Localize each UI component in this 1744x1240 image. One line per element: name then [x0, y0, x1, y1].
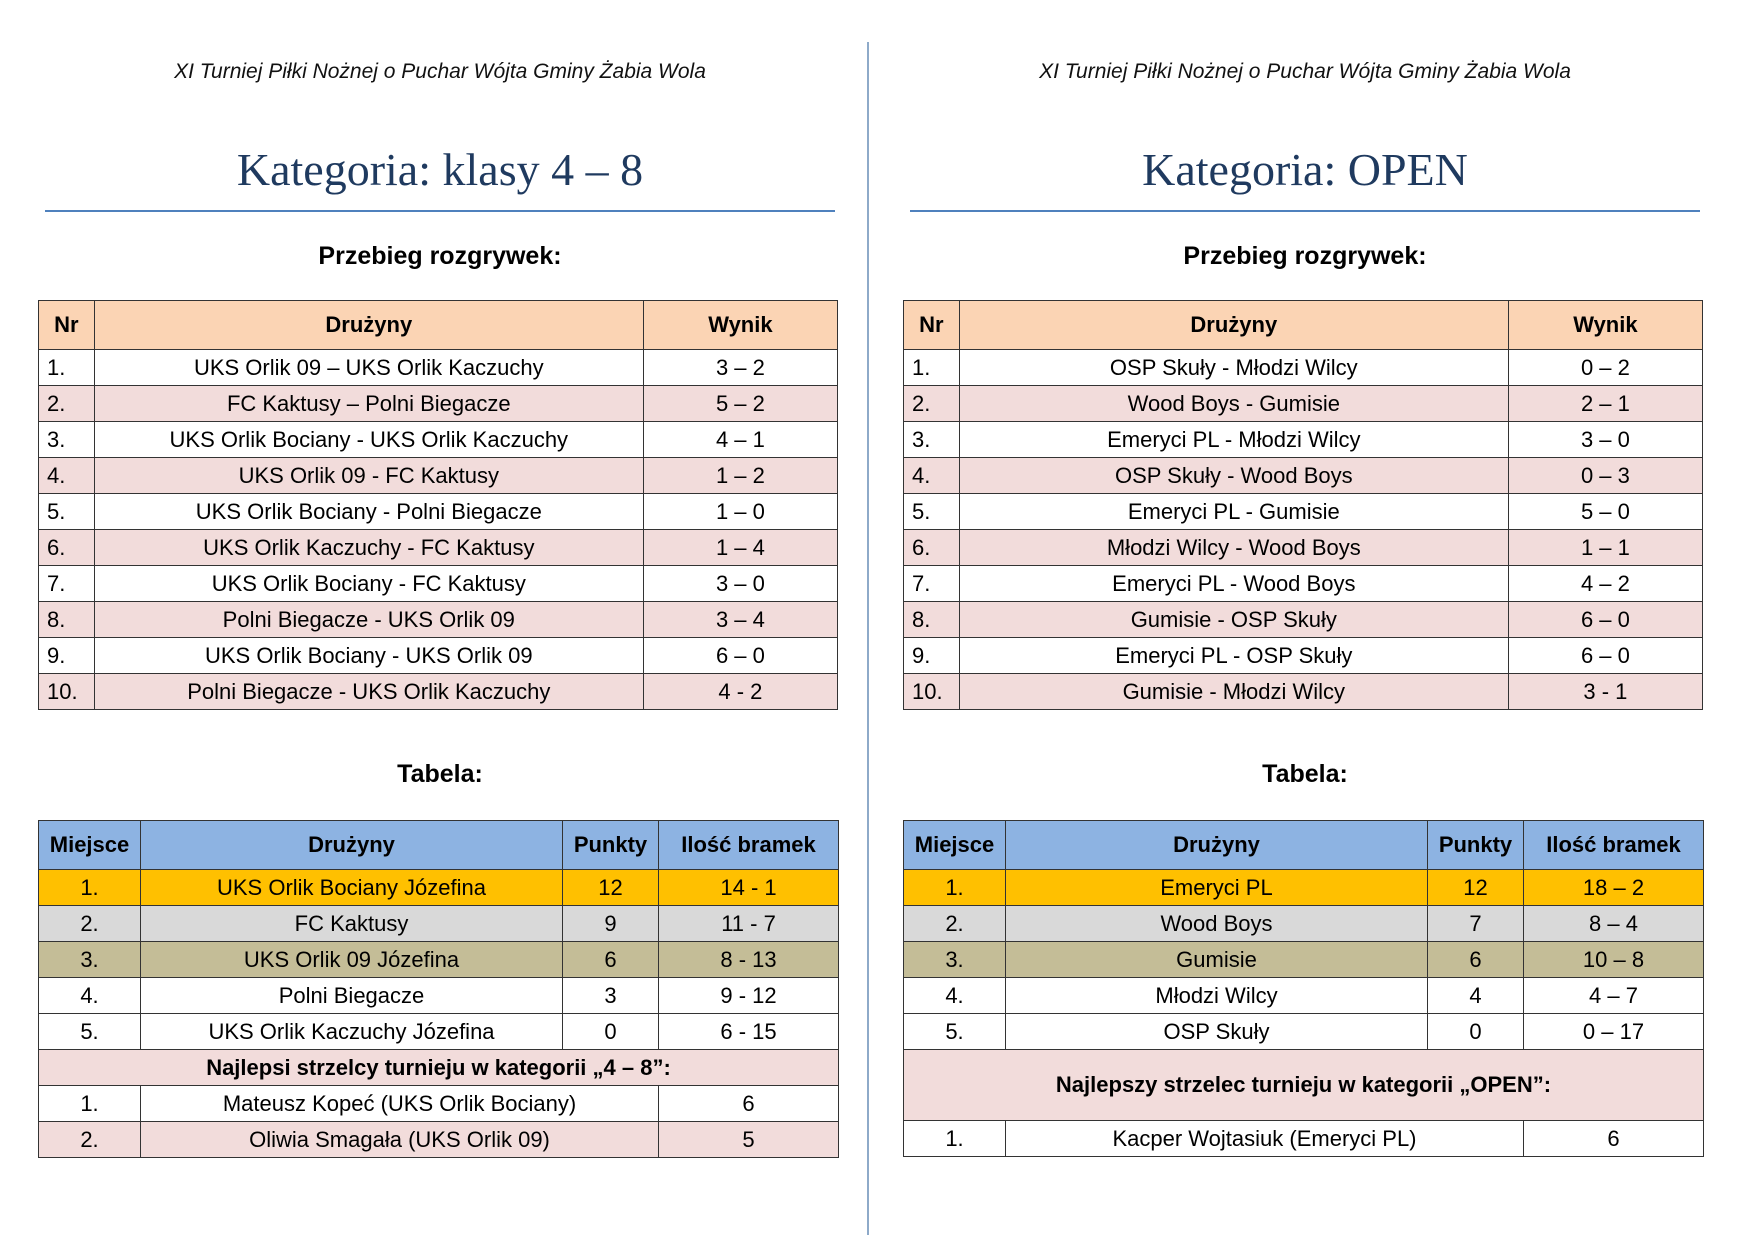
standing-team: Młodzi Wilcy — [1006, 978, 1428, 1014]
game-nr: 4. — [39, 458, 95, 494]
scorers-title-row — [39, 1050, 839, 1086]
standing-team: UKS Orlik Bociany Józefina — [141, 870, 563, 906]
game-nr: 4. — [904, 458, 960, 494]
table-row — [904, 942, 1704, 978]
col-header-place: Miejsce — [39, 821, 141, 870]
game-teams: Emeryci PL - Wood Boys — [959, 566, 1508, 602]
game-score: 3 – 4 — [643, 602, 837, 638]
game-teams: UKS Orlik Bociany - UKS Orlik Kaczuchy — [94, 422, 643, 458]
standing-goals: 4 – 7 — [1524, 978, 1704, 1014]
left-page — [30, 0, 850, 1240]
table-row — [39, 566, 838, 602]
scorer-name: Mateusz Kopeć (UKS Orlik Bociany) — [141, 1086, 659, 1122]
standing-team: UKS Orlik Kaczuchy Józefina — [141, 1014, 563, 1050]
game-nr: 2. — [39, 386, 95, 422]
standing-place: 5. — [904, 1014, 1006, 1050]
col-header-score: Wynik — [643, 301, 837, 350]
table-row — [39, 1122, 839, 1158]
game-teams: OSP Skuły - Młodzi Wilcy — [959, 350, 1508, 386]
right-page — [895, 0, 1715, 1240]
scorer-name: Oliwia Smagała (UKS Orlik 09) — [141, 1122, 659, 1158]
scorers-title: Najlepszy strzelec turnieju w kategorii „OPEN”: — [904, 1050, 1704, 1121]
table-row — [39, 942, 839, 978]
scorer-name: Kacper Wojtasiuk (Emeryci PL) — [1006, 1121, 1524, 1157]
games-table — [903, 300, 1703, 710]
col-header-points: Punkty — [563, 821, 659, 870]
game-nr: 7. — [39, 566, 95, 602]
game-score: 1 – 1 — [1508, 530, 1702, 566]
game-nr: 8. — [904, 602, 960, 638]
table-row — [904, 1014, 1704, 1050]
standing-points: 12 — [1428, 870, 1524, 906]
game-teams: UKS Orlik Bociany - Polni Biegacze — [94, 494, 643, 530]
standing-place: 1. — [39, 870, 141, 906]
table-row — [39, 1014, 839, 1050]
table-row — [39, 870, 839, 906]
game-teams: OSP Skuły - Wood Boys — [959, 458, 1508, 494]
game-score: 1 – 4 — [643, 530, 837, 566]
scorers-title-row — [904, 1050, 1704, 1121]
game-teams: Gumisie - Młodzi Wilcy — [959, 674, 1508, 710]
game-teams: UKS Orlik 09 – UKS Orlik Kaczuchy — [94, 350, 643, 386]
game-score: 3 - 1 — [1508, 674, 1702, 710]
scorer-goals: 6 — [1524, 1121, 1704, 1157]
game-nr: 1. — [39, 350, 95, 386]
standing-place: 5. — [39, 1014, 141, 1050]
table-row — [904, 386, 1703, 422]
scorers-title: Najlepsi strzelcy turnieju w kategorii „4 – 8”: — [39, 1050, 839, 1086]
standing-team: Polni Biegacze — [141, 978, 563, 1014]
games-section-title: Przebieg rozgrywek: — [1183, 242, 1427, 270]
game-teams: Polni Biegacze - UKS Orlik Kaczuchy — [94, 674, 643, 710]
table-row — [39, 530, 838, 566]
category-title: Kategoria: OPEN — [910, 143, 1700, 212]
table-row — [904, 674, 1703, 710]
col-header-team: Drużyny — [1006, 821, 1428, 870]
page-divider — [867, 42, 869, 1235]
standing-points: 0 — [563, 1014, 659, 1050]
col-header-score: Wynik — [1508, 301, 1702, 350]
scorer-place: 2. — [39, 1122, 141, 1158]
standings-table — [38, 820, 839, 1158]
table-row — [39, 978, 839, 1014]
col-header-nr: Nr — [904, 301, 960, 350]
game-nr: 1. — [904, 350, 960, 386]
game-teams: Polni Biegacze - UKS Orlik 09 — [94, 602, 643, 638]
game-nr: 9. — [904, 638, 960, 674]
game-teams: Emeryci PL - Młodzi Wilcy — [959, 422, 1508, 458]
table-row — [904, 602, 1703, 638]
category-title: Kategoria: klasy 4 – 8 — [45, 143, 835, 212]
tournament-header: XI Turniej Piłki Nożnej o Puchar Wójta Gminy Żabia Wola — [1039, 60, 1571, 83]
game-teams: Emeryci PL - Gumisie — [959, 494, 1508, 530]
game-teams: Młodzi Wilcy - Wood Boys — [959, 530, 1508, 566]
table-row — [904, 422, 1703, 458]
standing-goals: 8 - 13 — [659, 942, 839, 978]
games-section-title: Przebieg rozgrywek: — [318, 242, 562, 270]
standing-points: 9 — [563, 906, 659, 942]
game-teams: FC Kaktusy – Polni Biegacze — [94, 386, 643, 422]
standing-team: Emeryci PL — [1006, 870, 1428, 906]
table-row — [904, 870, 1704, 906]
standing-goals: 11 - 7 — [659, 906, 839, 942]
standing-place: 4. — [904, 978, 1006, 1014]
col-header-teams: Drużyny — [94, 301, 643, 350]
table-row — [904, 978, 1704, 1014]
game-score: 4 – 1 — [643, 422, 837, 458]
table-row — [39, 674, 838, 710]
game-score: 6 – 0 — [1508, 602, 1702, 638]
standing-points: 7 — [1428, 906, 1524, 942]
standing-place: 2. — [39, 906, 141, 942]
col-header-goals: Ilość bramek — [659, 821, 839, 870]
game-score: 1 – 2 — [643, 458, 837, 494]
game-score: 6 – 0 — [643, 638, 837, 674]
game-score: 4 – 2 — [1508, 566, 1702, 602]
game-score: 6 – 0 — [1508, 638, 1702, 674]
game-nr: 3. — [39, 422, 95, 458]
game-score: 5 – 2 — [643, 386, 837, 422]
scorer-goals: 5 — [659, 1122, 839, 1158]
game-teams: Gumisie - OSP Skuły — [959, 602, 1508, 638]
game-score: 1 – 0 — [643, 494, 837, 530]
game-score: 0 – 2 — [1508, 350, 1702, 386]
game-nr: 5. — [904, 494, 960, 530]
scorer-goals: 6 — [659, 1086, 839, 1122]
game-teams: UKS Orlik Bociany - FC Kaktusy — [94, 566, 643, 602]
table-row — [39, 906, 839, 942]
col-header-nr: Nr — [39, 301, 95, 350]
games-table — [38, 300, 838, 710]
game-teams: UKS Orlik Kaczuchy - FC Kaktusy — [94, 530, 643, 566]
game-nr: 9. — [39, 638, 95, 674]
game-score: 0 – 3 — [1508, 458, 1702, 494]
table-row — [39, 422, 838, 458]
col-header-place: Miejsce — [904, 821, 1006, 870]
standing-place: 1. — [904, 870, 1006, 906]
col-header-goals: Ilość bramek — [1524, 821, 1704, 870]
table-row — [39, 494, 838, 530]
col-header-teams: Drużyny — [959, 301, 1508, 350]
table-row — [904, 458, 1703, 494]
standings-table — [903, 820, 1704, 1157]
standing-goals: 14 - 1 — [659, 870, 839, 906]
game-nr: 6. — [904, 530, 960, 566]
standing-points: 4 — [1428, 978, 1524, 1014]
standing-place: 3. — [39, 942, 141, 978]
standings-section-title: Tabela: — [397, 760, 483, 788]
standing-points: 0 — [1428, 1014, 1524, 1050]
standing-team: Gumisie — [1006, 942, 1428, 978]
game-score: 3 – 2 — [643, 350, 837, 386]
standing-goals: 6 - 15 — [659, 1014, 839, 1050]
game-nr: 5. — [39, 494, 95, 530]
col-header-points: Punkty — [1428, 821, 1524, 870]
game-teams: Wood Boys - Gumisie — [959, 386, 1508, 422]
game-nr: 7. — [904, 566, 960, 602]
standing-goals: 18 – 2 — [1524, 870, 1704, 906]
table-row — [39, 1086, 839, 1122]
tournament-header: XI Turniej Piłki Nożnej o Puchar Wójta Gminy Żabia Wola — [174, 60, 706, 83]
standing-points: 6 — [1428, 942, 1524, 978]
table-row — [904, 906, 1704, 942]
game-score: 3 – 0 — [643, 566, 837, 602]
standing-team: UKS Orlik 09 Józefina — [141, 942, 563, 978]
standing-place: 4. — [39, 978, 141, 1014]
table-row — [904, 638, 1703, 674]
table-row — [904, 530, 1703, 566]
table-row — [39, 350, 838, 386]
standing-points: 12 — [563, 870, 659, 906]
game-score: 2 – 1 — [1508, 386, 1702, 422]
game-teams: UKS Orlik Bociany - UKS Orlik 09 — [94, 638, 643, 674]
standing-points: 3 — [563, 978, 659, 1014]
standing-goals: 0 – 17 — [1524, 1014, 1704, 1050]
table-row — [904, 1121, 1704, 1157]
game-score: 4 - 2 — [643, 674, 837, 710]
game-nr: 2. — [904, 386, 960, 422]
standing-goals: 10 – 8 — [1524, 942, 1704, 978]
standings-section-title: Tabela: — [1262, 760, 1348, 788]
game-nr: 10. — [904, 674, 960, 710]
game-nr: 6. — [39, 530, 95, 566]
standing-place: 2. — [904, 906, 1006, 942]
standing-team: FC Kaktusy — [141, 906, 563, 942]
table-row — [39, 638, 838, 674]
table-row — [904, 566, 1703, 602]
standing-team: OSP Skuły — [1006, 1014, 1428, 1050]
game-teams: UKS Orlik 09 - FC Kaktusy — [94, 458, 643, 494]
standing-place: 3. — [904, 942, 1006, 978]
table-row — [904, 350, 1703, 386]
game-score: 5 – 0 — [1508, 494, 1702, 530]
table-row — [39, 386, 838, 422]
standing-goals: 8 – 4 — [1524, 906, 1704, 942]
standing-team: Wood Boys — [1006, 906, 1428, 942]
table-row — [39, 602, 838, 638]
col-header-team: Drużyny — [141, 821, 563, 870]
game-score: 3 – 0 — [1508, 422, 1702, 458]
table-row — [39, 458, 838, 494]
game-nr: 3. — [904, 422, 960, 458]
standing-goals: 9 - 12 — [659, 978, 839, 1014]
game-teams: Emeryci PL - OSP Skuły — [959, 638, 1508, 674]
standing-points: 6 — [563, 942, 659, 978]
scorer-place: 1. — [39, 1086, 141, 1122]
table-row — [904, 494, 1703, 530]
game-nr: 8. — [39, 602, 95, 638]
game-nr: 10. — [39, 674, 95, 710]
scorer-place: 1. — [904, 1121, 1006, 1157]
